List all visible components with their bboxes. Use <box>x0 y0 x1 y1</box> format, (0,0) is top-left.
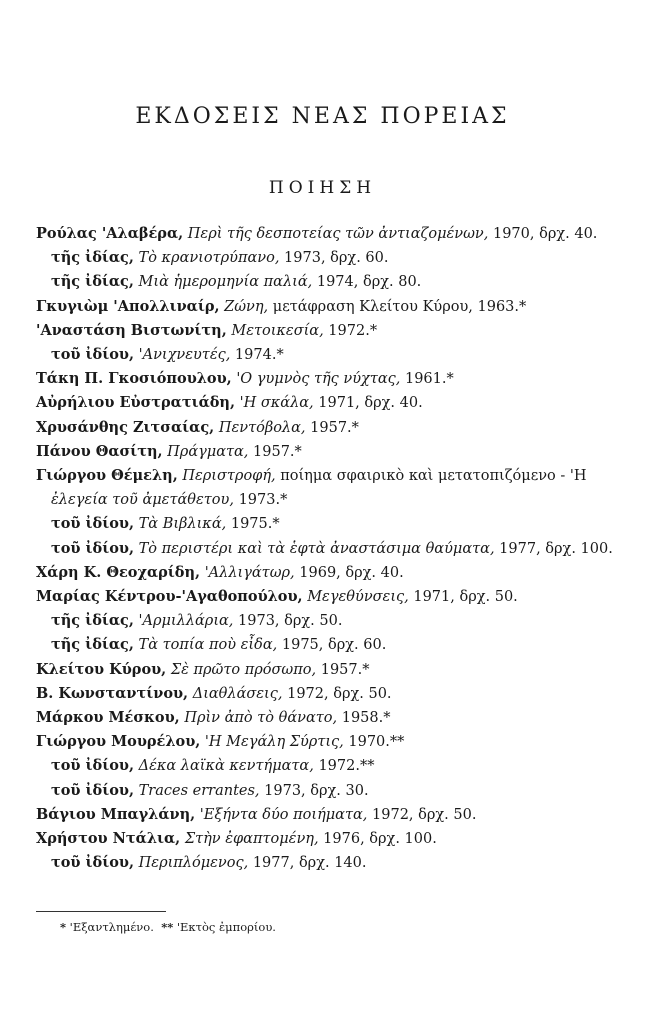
entry-author: Κλείτου Κύρου, <box>36 660 167 678</box>
entry-title: Πεντόβολα, <box>218 419 306 436</box>
catalog-entry <box>36 754 616 778</box>
entry-title: 'Αρμιλλάρια, <box>138 613 234 630</box>
catalog-entry <box>36 561 616 585</box>
entry-author: τῆς ἰδίας, <box>51 636 134 654</box>
entry-details: 1973, δρχ. 50. <box>233 613 343 630</box>
entry-details: 1970.** <box>343 734 405 751</box>
entry-title: Traces errantes, <box>138 782 260 799</box>
catalog-entry <box>36 222 616 246</box>
entries-list <box>36 222 616 875</box>
entry-title: Διαθλάσεις, <box>192 685 283 702</box>
catalog-entry <box>36 512 616 536</box>
entry-title: Πράγματα, <box>167 443 249 460</box>
entry-details: 1957.* <box>316 661 370 678</box>
catalog-entry <box>36 851 616 875</box>
entry-title: Τὰ Βιβλικά, <box>138 516 227 533</box>
entry-author: τοῦ ἰδίου, <box>51 854 135 872</box>
catalog-entry <box>36 416 616 440</box>
catalog-entry <box>36 295 616 319</box>
catalog-entry <box>36 488 616 512</box>
catalog-entry <box>36 779 616 803</box>
entry-title: 'Η σκάλα, <box>239 395 314 412</box>
entry-author: τοῦ ἰδίου, <box>51 781 135 799</box>
entry-details: 1975.* <box>226 516 280 533</box>
entry-author: Ρούλας 'Αλαβέρα, <box>36 225 184 242</box>
catalog-entry <box>36 585 616 609</box>
footnote-text-2: 'Εκτὸς ἐμπορίου. <box>173 920 276 934</box>
entry-details: 1972.** <box>313 758 375 775</box>
entry-title: Τὰ τοπία ποὺ εἶδα, <box>138 637 278 654</box>
catalog-entry <box>36 803 616 827</box>
entry-details: 1976, δρχ. 100. <box>318 831 437 848</box>
entry-details: μετάφραση Κλείτου Κύρου, 1963.* <box>268 298 527 315</box>
entry-author: τοῦ ἰδίου, <box>51 515 135 533</box>
entry-author: 'Αναστάση Βιστωνίτη, <box>36 321 227 339</box>
catalog-entry <box>36 682 616 706</box>
entry-details: 1973.* <box>233 492 288 509</box>
catalog-entry <box>36 246 616 270</box>
catalog-entry <box>36 730 616 754</box>
catalog-entry <box>36 464 616 488</box>
entry-details: 1977, δρχ. 140. <box>248 855 367 872</box>
catalog-entry <box>36 343 616 367</box>
entry-author: Χρήστου Ντάλια, <box>36 830 181 848</box>
catalog-entry <box>36 391 616 415</box>
entry-title: 'Αλλιγάτωρ, <box>204 564 295 581</box>
entry-title: Τὸ περιστέρι καὶ τὰ ἑφτὰ ἀναστάσιμα θαύματα, <box>138 540 495 557</box>
entry-author: Γιώργου Μουρέλου, <box>36 733 201 751</box>
publisher-heading: ΕΚΔΟΣΕΙΣ ΝΕΑΣ ΠΟΡΕΙΑΣ <box>135 104 510 129</box>
entry-author: Χάρη Κ. Θεοχαρίδη, <box>36 563 201 581</box>
entry-author: τῆς ἰδίας, <box>51 249 134 267</box>
entry-details: 1973, δρχ. 30. <box>259 782 369 799</box>
catalog-entry <box>36 706 616 730</box>
catalog-entry <box>36 367 616 391</box>
entry-details: 1957.* <box>248 443 302 460</box>
entry-details: 1958.* <box>337 710 391 727</box>
catalog-entry <box>36 633 616 657</box>
catalog-entry <box>36 537 616 561</box>
entry-details: 1971, δρχ. 50. <box>408 589 518 606</box>
entry-title: Περὶ τῆς δεσποτείας τῶν ἀντιαζομένων, <box>187 226 489 242</box>
entry-author: Βάγιου Μπαγλάνη, <box>36 805 196 823</box>
entry-details: 1970, δρχ. 40. <box>488 226 598 242</box>
footnote-mark-1: * <box>60 920 67 934</box>
entry-details: 1972, δρχ. 50. <box>282 685 392 702</box>
footnote-mark-2: ** <box>161 920 174 934</box>
catalog-entry <box>36 827 616 851</box>
entry-title: Μετοικεσία, <box>231 322 324 339</box>
entry-title: Πρὶν ἀπὸ τὸ θάνατο, <box>184 710 338 727</box>
entry-details: 1961.* <box>400 371 454 388</box>
catalog-entry <box>36 319 616 343</box>
entry-title: Μεγεθύνσεις, <box>307 589 409 606</box>
entry-title: Τὸ κρανιοτρύπανο, <box>138 250 280 267</box>
entry-author: τῆς ἰδίας, <box>51 273 134 291</box>
footnote <box>60 920 276 934</box>
entry-title: ἐλεγεία τοῦ ἀμετάθετου, <box>51 492 234 509</box>
entry-author: Χρυσάνθης Ζιτσαίας, <box>36 418 215 436</box>
entry-title: 'Ανιχνευτές, <box>138 347 231 364</box>
entry-title: Στὴν ἐφαπτομένη, <box>184 831 319 848</box>
entry-title: Περιστροφή, <box>182 468 276 485</box>
catalog-entry <box>36 609 616 633</box>
entry-author: Μαρίας Κέντρου-'Αγαθοπούλου, <box>36 588 303 606</box>
entry-details: 1974, δρχ. 80. <box>312 274 422 291</box>
entry-details: 1975, δρχ. 60. <box>277 637 387 654</box>
footnote-text-1: 'Εξαντλημένο. <box>66 920 154 934</box>
entry-author: Τάκη Π. Γκοσιόπουλου, <box>36 370 232 388</box>
entry-details: 1973, δρχ. 60. <box>279 250 389 267</box>
entry-details: 1972, δρχ. 50. <box>367 806 477 823</box>
entry-title: Μιὰ ἡμερομηνία παλιά, <box>138 274 313 291</box>
footnote-rule <box>36 911 166 912</box>
entry-title: 'Εξήντα δύο ποιήματα, <box>199 806 368 823</box>
entry-author: τῆς ἰδίας, <box>51 612 134 630</box>
catalog-entry <box>36 440 616 464</box>
entry-details: 1969, δρχ. 40. <box>294 564 404 581</box>
entry-title: Δέκα λαϊκὰ κεντήματα, <box>138 758 314 775</box>
entry-author: τοῦ ἰδίου, <box>51 539 135 557</box>
entry-title: 'Ο γυμνὸς τῆς νύχτας, <box>236 371 401 388</box>
entry-author: Αὐρήλιου Εὐστρατιάδη, <box>36 394 236 412</box>
entry-details: 1977, δρχ. 100. <box>494 540 613 557</box>
entry-title: Ζώνη, <box>224 298 269 315</box>
entry-details: 1974.* <box>230 347 284 364</box>
entry-author: τοῦ ἰδίου, <box>51 757 135 775</box>
entry-details: 1971, δρχ. 40. <box>313 395 423 412</box>
entry-author: Β. Κωνσταντίνου, <box>36 684 189 702</box>
entry-details: 1957.* <box>305 419 359 436</box>
entry-details: ποίημα σφαιρικὸ καὶ μετατοπιζόμενο - 'Η <box>275 468 587 485</box>
entry-details: 1972.* <box>323 322 378 339</box>
entry-title: 'Η Μεγάλη Σύρτις, <box>204 734 344 751</box>
entry-author: Πάνου Θασίτη, <box>36 442 163 460</box>
catalog-entry <box>36 658 616 682</box>
entry-author: Γκυγιὼμ 'Απολλιναίρ, <box>36 297 220 315</box>
entry-author: τοῦ ἰδίου, <box>51 346 135 364</box>
entry-title: Περιπλόμενος, <box>138 855 249 872</box>
entry-title: Σὲ πρῶτο πρόσωπο, <box>170 661 317 678</box>
entry-author: Γιώργου Θέμελη, <box>36 467 178 485</box>
section-heading: ΠΟΙΗΣΗ <box>268 178 377 198</box>
entry-author: Μάρκου Μέσκου, <box>36 709 180 727</box>
catalog-entry <box>36 270 616 294</box>
